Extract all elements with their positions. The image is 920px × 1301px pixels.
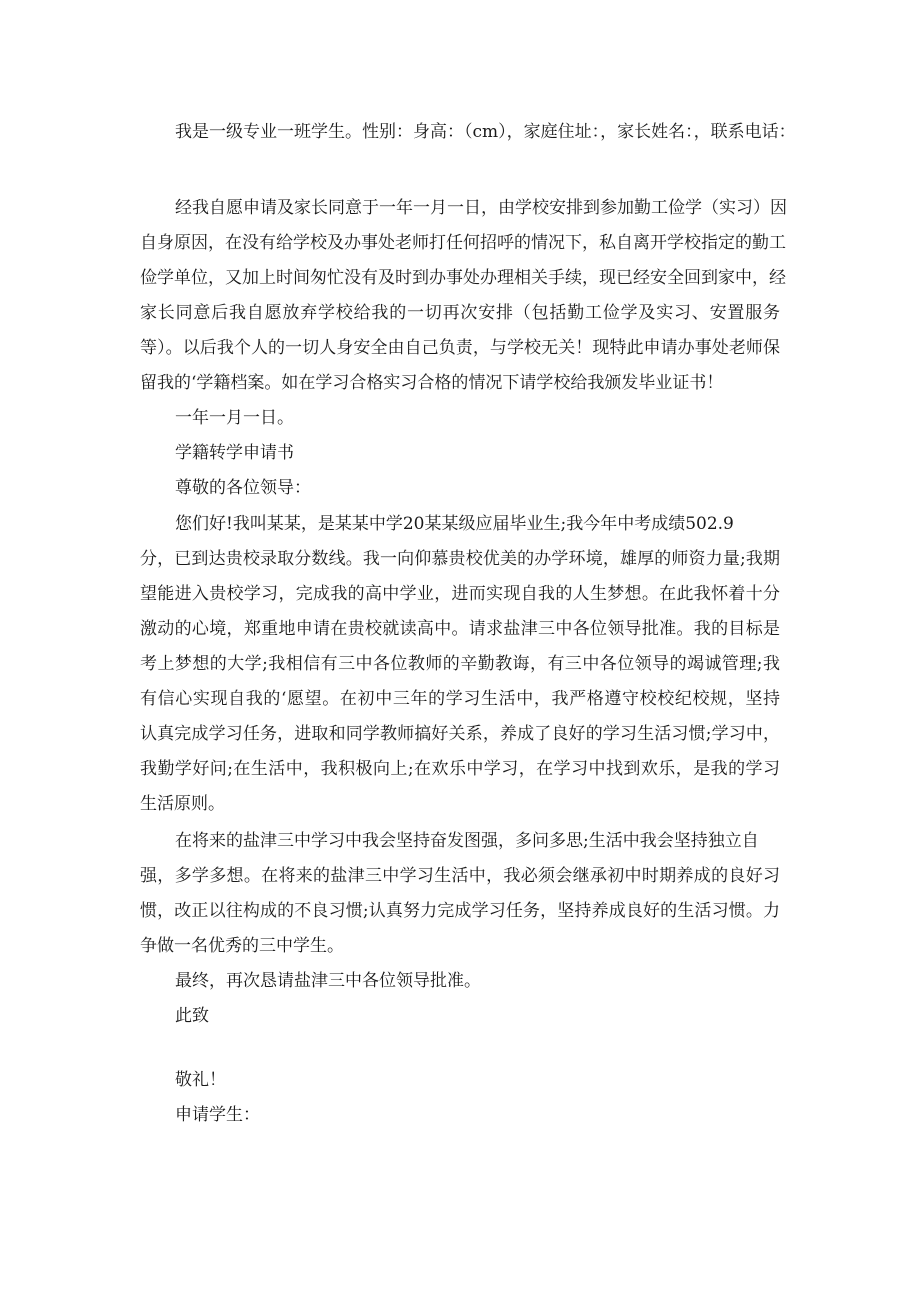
paragraph1-line: 生活原则。 xyxy=(140,794,225,814)
signature-label: 申请学生： xyxy=(175,1105,260,1125)
paragraph1-line: 有信心实现自我的‘愿望。在初中三年的学习生活中，我严格遵守校校纪校规，坚持 xyxy=(140,689,780,709)
letter-title: 学籍转学申请书 xyxy=(175,443,294,463)
statement-line: 俭学单位，又加上时间匆忙没有及时到办事处办理相关手续，现已经安全回到家中，经 xyxy=(140,268,786,288)
statement-line: 家长同意后我自愿放弃学校给我的一切再次安排（包括勤工俭学及实习、安置服务 xyxy=(140,303,780,323)
paragraph1-line: 认真完成学习任务，进取和同学教师搞好关系，养成了良好的学习生活习惯;学习中， xyxy=(140,724,780,744)
statement-line: 自身原因，在没有给学校及办事处老师打任何招呼的情况下，私自离开学校指定的勤工 xyxy=(140,233,786,253)
closing-2: 敬礼！ xyxy=(175,1070,226,1090)
paragraph1-line: 激动的心境，郑重地申请在贵校就读高中。请求盐津三中各位领导批准。我的目标是 xyxy=(140,619,780,639)
salutation: 尊敬的各位领导： xyxy=(175,478,311,498)
paragraph2-line: 强，多学多想。在将来的盐津三中学习生活中，我必须会继承初中时期养成的良好习 xyxy=(140,866,780,886)
paragraph1-line: 分，已到达贵校录取分数线。我一向仰慕贵校优美的办学环境，雄厚的师资力量;我期 xyxy=(140,549,780,569)
paragraph1-line: 我勤学好问;在生活中，我积极向上;在欢乐中学习，在学习中找到欢乐，是我的学习 xyxy=(140,759,780,779)
paragraph1-line: 考上梦想的大学;我相信有三中各位教师的辛勤教诲，有三中各位领导的竭诚管理;我 xyxy=(140,654,780,674)
paragraph2-line: 在将来的盐津三中学习中我会坚持奋发图强，多问多思;生活中我会坚持独立自 xyxy=(175,831,759,851)
statement-line: 留我的‘学籍档案。如在学习合格实习合格的情况下请学校给我颁发毕业证书！ xyxy=(140,373,724,393)
paragraph2-line: 争做一名优秀的三中学生。 xyxy=(140,936,344,956)
paragraph1-line: 您们好!我叫某某，是某某中学20某某级应届毕业生;我今年中考成绩502.9 xyxy=(175,514,734,534)
closing-request: 最终，再次恳请盐津三中各位领导批准。 xyxy=(175,971,481,991)
paragraph2-line: 惯，改正以往构成的不良习惯;认真努力完成学习任务，坚持养成良好的生活习惯。力 xyxy=(140,901,780,921)
closing-1: 此致 xyxy=(175,1006,209,1026)
date-line: 一年一月一日。 xyxy=(175,408,294,428)
paragraph1-line: 望能进入贵校学习，完成我的高中学业，进而实现自我的人生梦想。在此我怀着十分 xyxy=(140,584,780,604)
statement-line: 等）。以后我个人的一切人身安全由自己负责，与学校无关！现特此申请办事处老师保 xyxy=(140,338,780,358)
statement-line: 经我自愿申请及家长同意于一年一月一日，由学校安排到参加勤工俭学（实习）因 xyxy=(175,198,787,218)
intro-line: 我是一级专业一班学生。性别：身高：（cm），家庭住址：，家长姓名：，联系电话： xyxy=(175,122,796,142)
